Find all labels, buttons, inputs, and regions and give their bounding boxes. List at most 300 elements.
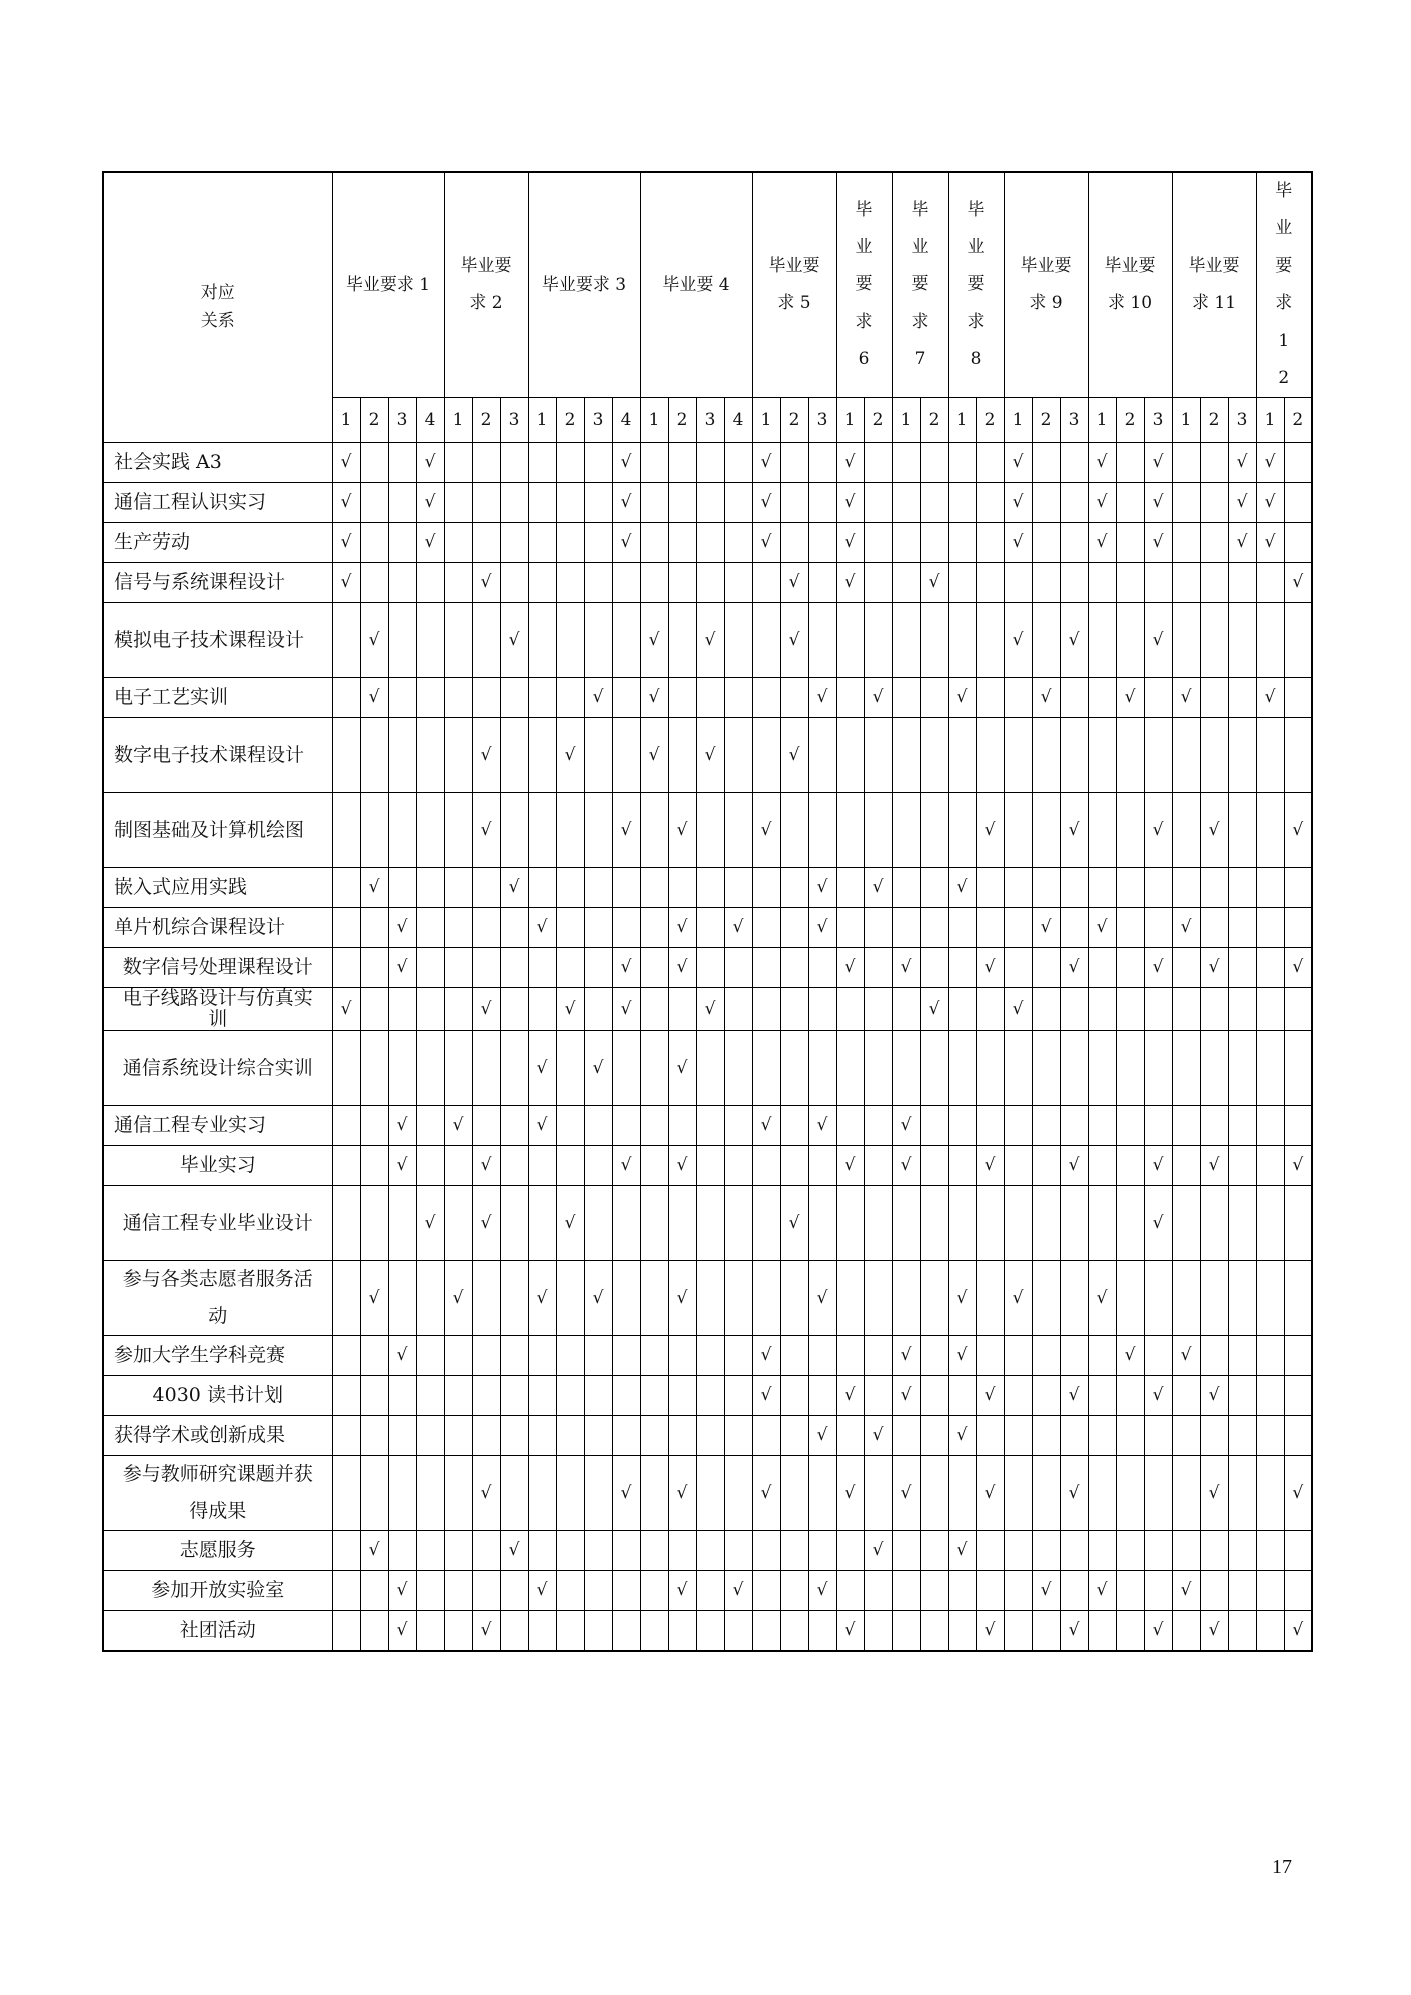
- empty-cell: [332, 1336, 360, 1376]
- empty-cell: [1032, 1336, 1060, 1376]
- check-mark: √: [668, 793, 696, 868]
- check-mark: √: [864, 868, 892, 908]
- empty-cell: [892, 718, 920, 793]
- empty-cell: [528, 1611, 556, 1652]
- empty-cell: [864, 948, 892, 988]
- empty-cell: [808, 1611, 836, 1652]
- sub-requirement-header: 2: [1116, 398, 1144, 443]
- empty-cell: [528, 563, 556, 603]
- empty-cell: [948, 988, 976, 1031]
- row-label: 电子线路设计与仿真实训: [103, 988, 332, 1031]
- empty-cell: [1172, 483, 1200, 523]
- empty-cell: [444, 1186, 472, 1261]
- empty-cell: [416, 1031, 444, 1106]
- check-mark: √: [836, 1456, 864, 1531]
- empty-cell: [948, 1106, 976, 1146]
- check-mark: √: [1228, 443, 1256, 483]
- empty-cell: [1088, 1186, 1116, 1261]
- empty-cell: [1256, 1031, 1284, 1106]
- requirement-group-header: 毕业要求 6: [836, 172, 892, 398]
- check-mark: √: [612, 443, 640, 483]
- empty-cell: [556, 1261, 584, 1336]
- empty-cell: [696, 793, 724, 868]
- empty-cell: [1256, 1336, 1284, 1376]
- empty-cell: [920, 1456, 948, 1531]
- empty-cell: [444, 1031, 472, 1106]
- empty-cell: [556, 483, 584, 523]
- empty-cell: [1060, 868, 1088, 908]
- empty-cell: [640, 948, 668, 988]
- empty-cell: [808, 1456, 836, 1531]
- empty-cell: [444, 718, 472, 793]
- empty-cell: [780, 1571, 808, 1611]
- empty-cell: [1060, 908, 1088, 948]
- empty-cell: [780, 523, 808, 563]
- empty-cell: [1144, 1106, 1172, 1146]
- empty-cell: [696, 1571, 724, 1611]
- empty-cell: [892, 1186, 920, 1261]
- sub-requirement-header: 2: [976, 398, 1004, 443]
- check-mark: √: [696, 718, 724, 793]
- empty-cell: [472, 1571, 500, 1611]
- check-mark: √: [1284, 563, 1312, 603]
- empty-cell: [1200, 1416, 1228, 1456]
- empty-cell: [332, 908, 360, 948]
- check-mark: √: [1060, 948, 1088, 988]
- empty-cell: [472, 678, 500, 718]
- empty-cell: [724, 1531, 752, 1571]
- check-mark: √: [472, 563, 500, 603]
- empty-cell: [808, 1531, 836, 1571]
- empty-cell: [1032, 563, 1060, 603]
- empty-cell: [752, 988, 780, 1031]
- empty-cell: [1256, 1146, 1284, 1186]
- empty-cell: [1172, 1031, 1200, 1106]
- check-mark: √: [920, 988, 948, 1031]
- empty-cell: [556, 793, 584, 868]
- empty-cell: [1172, 523, 1200, 563]
- empty-cell: [1144, 563, 1172, 603]
- empty-cell: [612, 678, 640, 718]
- empty-cell: [1256, 1376, 1284, 1416]
- empty-cell: [1088, 1376, 1116, 1416]
- empty-cell: [640, 1031, 668, 1106]
- empty-cell: [500, 1456, 528, 1531]
- empty-cell: [808, 443, 836, 483]
- empty-cell: [976, 1186, 1004, 1261]
- empty-cell: [724, 483, 752, 523]
- check-mark: √: [780, 1186, 808, 1261]
- empty-cell: [640, 1416, 668, 1456]
- empty-cell: [1144, 908, 1172, 948]
- empty-cell: [1284, 523, 1312, 563]
- empty-cell: [724, 1336, 752, 1376]
- empty-cell: [444, 483, 472, 523]
- empty-cell: [752, 603, 780, 678]
- empty-cell: [584, 443, 612, 483]
- empty-cell: [528, 678, 556, 718]
- empty-cell: [1284, 1261, 1312, 1336]
- empty-cell: [388, 678, 416, 718]
- empty-cell: [1032, 603, 1060, 678]
- check-mark: √: [724, 1571, 752, 1611]
- empty-cell: [416, 948, 444, 988]
- empty-cell: [948, 1186, 976, 1261]
- row-label: 电子工艺实训: [103, 678, 332, 718]
- empty-cell: [1256, 1531, 1284, 1571]
- empty-cell: [584, 563, 612, 603]
- empty-cell: [332, 718, 360, 793]
- empty-cell: [416, 678, 444, 718]
- empty-cell: [780, 908, 808, 948]
- check-mark: √: [1172, 1571, 1200, 1611]
- check-mark: √: [472, 1186, 500, 1261]
- empty-cell: [612, 563, 640, 603]
- empty-cell: [920, 718, 948, 793]
- empty-cell: [892, 1416, 920, 1456]
- empty-cell: [696, 1186, 724, 1261]
- empty-cell: [612, 718, 640, 793]
- empty-cell: [668, 603, 696, 678]
- empty-cell: [556, 868, 584, 908]
- check-mark: √: [528, 908, 556, 948]
- check-mark: √: [1228, 523, 1256, 563]
- empty-cell: [892, 908, 920, 948]
- check-mark: √: [668, 948, 696, 988]
- table-row: [103, 483, 1312, 523]
- empty-cell: [332, 1031, 360, 1106]
- empty-cell: [1004, 678, 1032, 718]
- empty-cell: [612, 1031, 640, 1106]
- check-mark: √: [612, 523, 640, 563]
- check-mark: √: [1200, 793, 1228, 868]
- empty-cell: [528, 948, 556, 988]
- empty-cell: [752, 908, 780, 948]
- empty-cell: [836, 988, 864, 1031]
- empty-cell: [724, 1186, 752, 1261]
- empty-cell: [1172, 1106, 1200, 1146]
- empty-cell: [1200, 443, 1228, 483]
- empty-cell: [668, 678, 696, 718]
- empty-cell: [892, 443, 920, 483]
- empty-cell: [1060, 1571, 1088, 1611]
- empty-cell: [780, 1336, 808, 1376]
- empty-cell: [808, 1186, 836, 1261]
- empty-cell: [332, 1611, 360, 1652]
- check-mark: √: [612, 1146, 640, 1186]
- check-mark: √: [1144, 443, 1172, 483]
- empty-cell: [1004, 1376, 1032, 1416]
- empty-cell: [528, 443, 556, 483]
- empty-cell: [1088, 1031, 1116, 1106]
- table-row: [103, 563, 1312, 603]
- empty-cell: [1116, 988, 1144, 1031]
- empty-cell: [1200, 483, 1228, 523]
- check-mark: √: [1256, 523, 1284, 563]
- empty-cell: [1172, 1186, 1200, 1261]
- check-mark: √: [808, 1571, 836, 1611]
- empty-cell: [948, 1146, 976, 1186]
- empty-cell: [1228, 1456, 1256, 1531]
- empty-cell: [556, 908, 584, 948]
- empty-cell: [1200, 603, 1228, 678]
- empty-cell: [1060, 483, 1088, 523]
- empty-cell: [1284, 1186, 1312, 1261]
- empty-cell: [1256, 1611, 1284, 1652]
- check-mark: √: [976, 1376, 1004, 1416]
- empty-cell: [836, 1261, 864, 1336]
- check-mark: √: [388, 1571, 416, 1611]
- empty-cell: [948, 523, 976, 563]
- empty-cell: [1256, 948, 1284, 988]
- empty-cell: [416, 908, 444, 948]
- empty-cell: [416, 988, 444, 1031]
- empty-cell: [640, 1376, 668, 1416]
- check-mark: √: [976, 1611, 1004, 1652]
- empty-cell: [920, 908, 948, 948]
- empty-cell: [332, 1146, 360, 1186]
- empty-cell: [948, 1611, 976, 1652]
- empty-cell: [528, 1336, 556, 1376]
- empty-cell: [1200, 988, 1228, 1031]
- sub-requirement-header: 1: [640, 398, 668, 443]
- check-mark: √: [1200, 1611, 1228, 1652]
- empty-cell: [500, 563, 528, 603]
- check-mark: √: [1144, 1611, 1172, 1652]
- empty-cell: [332, 1456, 360, 1531]
- empty-cell: [892, 1571, 920, 1611]
- empty-cell: [1200, 1571, 1228, 1611]
- empty-cell: [612, 908, 640, 948]
- row-label: 生产劳动: [103, 523, 332, 563]
- table-row: [103, 1611, 1312, 1652]
- empty-cell: [1228, 1571, 1256, 1611]
- empty-cell: [1172, 793, 1200, 868]
- empty-cell: [1116, 1571, 1144, 1611]
- check-mark: √: [1284, 948, 1312, 988]
- empty-cell: [976, 1416, 1004, 1456]
- empty-cell: [668, 1336, 696, 1376]
- empty-cell: [724, 523, 752, 563]
- empty-cell: [500, 523, 528, 563]
- check-mark: √: [892, 1376, 920, 1416]
- empty-cell: [1088, 603, 1116, 678]
- table-row: [103, 443, 1312, 483]
- table-row: [103, 1571, 1312, 1611]
- check-mark: √: [612, 1456, 640, 1531]
- empty-cell: [612, 1106, 640, 1146]
- empty-cell: [976, 988, 1004, 1031]
- empty-cell: [668, 1106, 696, 1146]
- empty-cell: [472, 908, 500, 948]
- empty-cell: [584, 1571, 612, 1611]
- check-mark: √: [668, 1146, 696, 1186]
- empty-cell: [584, 1456, 612, 1531]
- empty-cell: [584, 1416, 612, 1456]
- empty-cell: [584, 603, 612, 678]
- empty-cell: [1172, 1456, 1200, 1531]
- empty-cell: [752, 1571, 780, 1611]
- empty-cell: [360, 1416, 388, 1456]
- empty-cell: [780, 678, 808, 718]
- check-mark: √: [528, 1571, 556, 1611]
- empty-cell: [1004, 948, 1032, 988]
- check-mark: √: [752, 1376, 780, 1416]
- empty-cell: [360, 1106, 388, 1146]
- check-mark: √: [948, 1416, 976, 1456]
- empty-cell: [836, 1531, 864, 1571]
- empty-cell: [1284, 1031, 1312, 1106]
- empty-cell: [864, 1376, 892, 1416]
- empty-cell: [1032, 948, 1060, 988]
- empty-cell: [724, 1261, 752, 1336]
- check-mark: √: [472, 718, 500, 793]
- table-row: [103, 1261, 1312, 1336]
- empty-cell: [584, 868, 612, 908]
- empty-cell: [780, 1416, 808, 1456]
- empty-cell: [360, 483, 388, 523]
- requirement-group-header: 毕业要求 7: [892, 172, 948, 398]
- empty-cell: [388, 1376, 416, 1416]
- empty-cell: [500, 1261, 528, 1336]
- empty-cell: [444, 523, 472, 563]
- empty-cell: [472, 483, 500, 523]
- empty-cell: [1200, 1261, 1228, 1336]
- empty-cell: [472, 868, 500, 908]
- empty-cell: [1228, 1031, 1256, 1106]
- empty-cell: [780, 1261, 808, 1336]
- check-mark: √: [1004, 988, 1032, 1031]
- empty-cell: [780, 1146, 808, 1186]
- row-label: 嵌入式应用实践: [103, 868, 332, 908]
- empty-cell: [612, 1261, 640, 1336]
- empty-cell: [920, 443, 948, 483]
- empty-cell: [360, 718, 388, 793]
- empty-cell: [1032, 1456, 1060, 1531]
- empty-cell: [360, 1611, 388, 1652]
- requirement-group-header: 毕业要求 8: [948, 172, 1004, 398]
- empty-cell: [332, 868, 360, 908]
- empty-cell: [556, 1531, 584, 1571]
- empty-cell: [1172, 718, 1200, 793]
- empty-cell: [976, 523, 1004, 563]
- empty-cell: [1116, 523, 1144, 563]
- empty-cell: [1284, 1571, 1312, 1611]
- empty-cell: [444, 563, 472, 603]
- empty-cell: [668, 483, 696, 523]
- check-mark: √: [1060, 1376, 1088, 1416]
- empty-cell: [332, 603, 360, 678]
- empty-cell: [500, 1336, 528, 1376]
- check-mark: √: [1088, 1261, 1116, 1336]
- check-mark: √: [1256, 483, 1284, 523]
- empty-cell: [528, 718, 556, 793]
- empty-cell: [696, 1456, 724, 1531]
- row-label: 模拟电子技术课程设计: [103, 603, 332, 678]
- empty-cell: [696, 868, 724, 908]
- empty-cell: [920, 1376, 948, 1416]
- row-label: 通信工程专业实习: [103, 1106, 332, 1146]
- empty-cell: [472, 948, 500, 988]
- check-mark: √: [752, 1456, 780, 1531]
- empty-cell: [696, 1531, 724, 1571]
- empty-cell: [976, 1531, 1004, 1571]
- empty-cell: [864, 563, 892, 603]
- empty-cell: [1032, 1031, 1060, 1106]
- check-mark: √: [500, 1531, 528, 1571]
- empty-cell: [332, 1186, 360, 1261]
- check-mark: √: [920, 563, 948, 603]
- empty-cell: [1060, 1186, 1088, 1261]
- empty-cell: [808, 948, 836, 988]
- empty-cell: [1172, 443, 1200, 483]
- empty-cell: [1116, 483, 1144, 523]
- sub-requirement-header: 1: [752, 398, 780, 443]
- check-mark: √: [1144, 483, 1172, 523]
- empty-cell: [892, 1261, 920, 1336]
- check-mark: √: [472, 793, 500, 868]
- check-mark: √: [808, 1106, 836, 1146]
- empty-cell: [612, 868, 640, 908]
- empty-cell: [500, 1376, 528, 1416]
- empty-cell: [640, 1531, 668, 1571]
- empty-cell: [948, 443, 976, 483]
- empty-cell: [584, 988, 612, 1031]
- check-mark: √: [528, 1031, 556, 1106]
- check-mark: √: [1060, 603, 1088, 678]
- empty-cell: [612, 1571, 640, 1611]
- check-mark: √: [668, 1456, 696, 1531]
- empty-cell: [528, 523, 556, 563]
- check-mark: √: [472, 1456, 500, 1531]
- empty-cell: [724, 718, 752, 793]
- empty-cell: [1256, 718, 1284, 793]
- row-label: 毕业实习: [103, 1146, 332, 1186]
- empty-cell: [836, 868, 864, 908]
- empty-cell: [724, 1416, 752, 1456]
- empty-cell: [780, 1031, 808, 1106]
- empty-cell: [668, 868, 696, 908]
- check-mark: √: [1060, 793, 1088, 868]
- empty-cell: [864, 718, 892, 793]
- empty-cell: [724, 443, 752, 483]
- empty-cell: [416, 1376, 444, 1416]
- check-mark: √: [1284, 793, 1312, 868]
- empty-cell: [724, 1106, 752, 1146]
- table-row: [103, 988, 1312, 1031]
- empty-cell: [500, 1571, 528, 1611]
- empty-cell: [920, 603, 948, 678]
- empty-cell: [668, 1611, 696, 1652]
- empty-cell: [724, 1611, 752, 1652]
- check-mark: √: [752, 443, 780, 483]
- empty-cell: [1256, 793, 1284, 868]
- empty-cell: [528, 1416, 556, 1456]
- requirement-group-header: 毕业要求 10: [1088, 172, 1172, 398]
- empty-cell: [780, 1611, 808, 1652]
- check-mark: √: [1032, 1571, 1060, 1611]
- check-mark: √: [1004, 523, 1032, 563]
- empty-cell: [388, 1531, 416, 1571]
- check-mark: √: [836, 443, 864, 483]
- empty-cell: [780, 868, 808, 908]
- empty-cell: [416, 1611, 444, 1652]
- sub-requirement-header: 2: [920, 398, 948, 443]
- empty-cell: [1116, 1146, 1144, 1186]
- empty-cell: [948, 793, 976, 868]
- empty-cell: [556, 1611, 584, 1652]
- empty-cell: [1144, 1031, 1172, 1106]
